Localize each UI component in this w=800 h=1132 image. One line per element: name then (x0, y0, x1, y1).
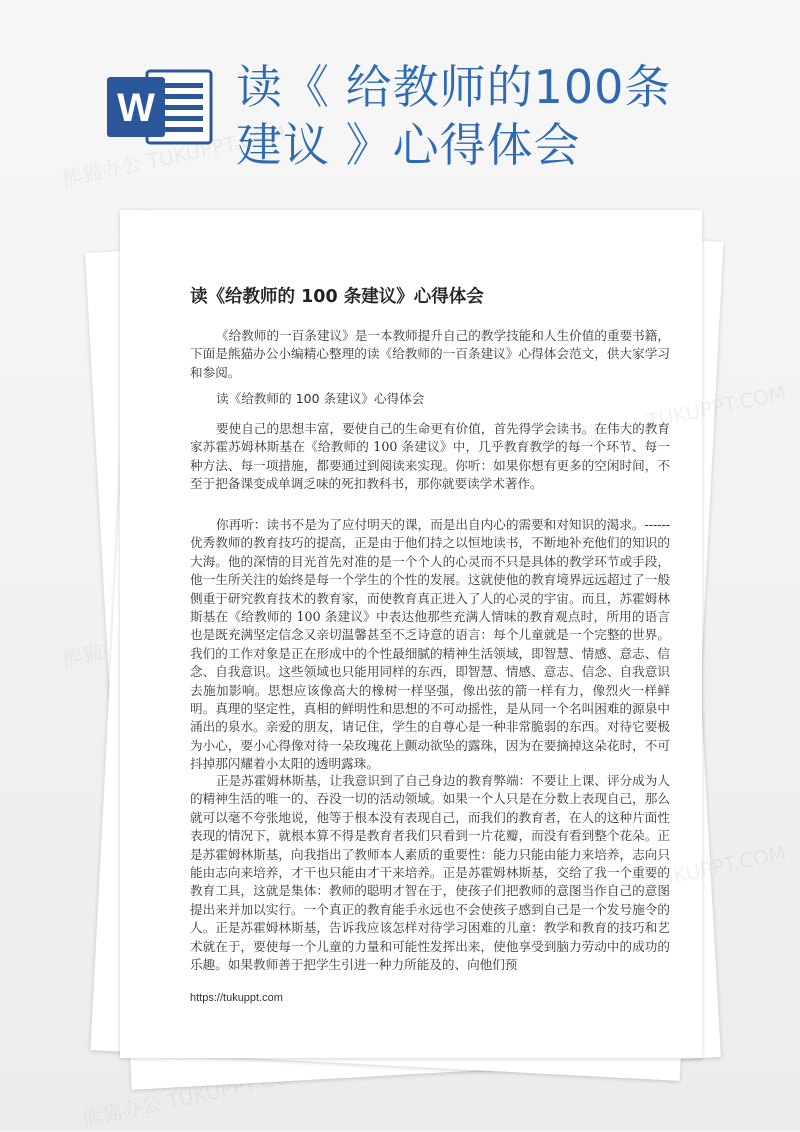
body-paragraph: 要使自己的思想丰富，要使自己的生命更有价值，首先得学会读书。在伟大的教育家苏霍苏姆林斯基在《给教师的 100 条建议》中，几乎教育教学的每一个环节、每一种方法、每一项措施，都要通过到阅读来实现。你听：如果你想有更多的空闲时间，不至于把备课变成单调乏味的死扣教科书，那你就要读学术著作。 (190, 421, 670, 492)
word-doc-icon (105, 67, 215, 147)
body-paragraph: 正是苏霍姆林斯基，让我意识到了自己身边的教育弊端：不要让上课、评分成为人的精神生活的唯一的、吞没一切的活动领域。如果一个人只是在分数上表现自己，那么就可以毫不夸张地说，他等于根本没有表现自己，而我们的教育者，在人的这种片面性表现的情况下，就根本算不得是教育者我们只看到一片花瓣，而没有看到整个花朵。正是苏霍姆林斯基，向我指出了教师本人素质的重要性：能力只能由能力来培养，志向只能由志向来培养，才干也只能由才干来培养。正是苏霍姆林斯基，交给了我一个重要的教育工具，这就是集体：教师的聪明才智在于，使孩子们把教师的意图当作自己的意图提出来并加以实行。一个真正的教育能手永远也不会使孩子感到自己是一个发号施令的人。正是苏霍姆林斯基，告诉我应该怎样对待学习困难的儿童：教学和教育的技巧和艺术就在于，要使每一个儿童的力量和可能性发挥出来，使他享受到脑力劳动中的成功的乐趣。如果教师善于把学生引进一种力所能及的、向他们预 (190, 773, 670, 973)
title-line-1: 读《 给教师的100条 (236, 60, 672, 114)
footer-link[interactable]: https://tukuppt.com (190, 992, 283, 1004)
intro-paragraph: 《给教师的一百条建议》是一本教师提升自己的教学技能和人生价值的重要书籍，下面是熊猫办公小编精心整理的读《给教师的一百条建议》心得体会范文，供大家学习和参阅。 (190, 328, 670, 380)
document-heading: 读《给教师的 100 条建议》心得体会 (190, 287, 484, 307)
body-paragraph: 你再听：读书不是为了应付明天的课，而是出自内心的需要和对知识的渴求。------优秀教师的教育技巧的提高，正是由于他们持之以恒地读书，不断地补充他们的知识的大海。他的深情的目光首先对准的是一个个人的心灵而不只是具体的教学环节或手段，他一生所关注的始终是每一个学生的个性的发展。这就使他的教育境界远远超过了一般侧重于研究教育技术的教育家，而使教育真正进入了人的心灵的宇宙。而且，苏霍姆林斯基在《给教师的 100 条建议》中表达他那些充满人情味的教育观点时，所用的语言也是既充满坚定信念又亲切温馨甚至不乏诗意的语言：每个儿童就是一个完整的世界。我们的工作对象是正在形成中的个性最细腻的精神生活领域，即智慧、情感、意志、信念、自我意识。这些领域也只能用同样的东西，即智慧、情感、意志、信念、自我意识去施加影响。思想应该像高大的橡树一样坚强，像出弦的箭一样有力，像烈火一样鲜明。真理的坚定性，真相的鲜明性和思想的不可动摇性，是从同一个名叫困难的源泉中涌出的泉水。亲爱的朋友，请记住，学生的自尊心是一种非常脆弱的东西。对待它要极为小心，要小心得像对待一朵玫瑰花上颤动欲坠的露珠，因为在要摘掉这朵花时，不可抖掉那闪耀着小太阳的透明露珠。 (190, 517, 670, 772)
svg-text:W: W (117, 86, 155, 130)
title-line-2: 建议 》心得体会 (236, 118, 581, 172)
document-subheading: 读《给教师的 100 条建议》心得体会 (216, 391, 425, 406)
page-title (236, 58, 756, 174)
